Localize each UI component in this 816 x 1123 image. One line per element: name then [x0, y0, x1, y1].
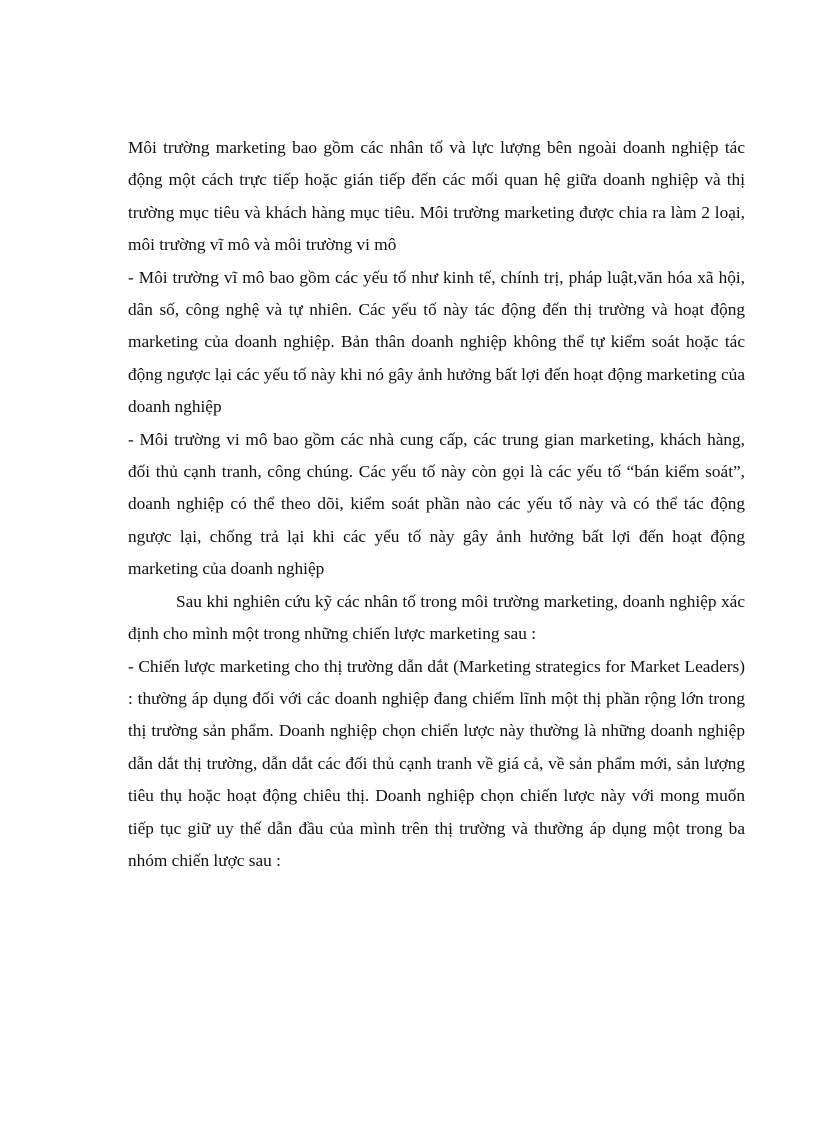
document-body — [128, 132, 745, 877]
paragraph-marketing-environment: Môi trường marketing bao gồm các nhân tố và lực lượng bên ngoài doanh nghiệp tác động một cách trực tiếp hoặc gián tiếp đến các mối quan hệ giữa doanh nghiệp và thị trường mục tiêu và khách hàng mục tiêu. Môi trường marketing được chia ra làm 2 loại, môi trường vĩ mô và môi trường vi mô — [128, 138, 745, 255]
paragraph-strategy-intro: Sau khi nghiên cứu kỹ các nhân tố trong môi trường marketing, doanh nghiệp xác định cho mình một trong những chiến lược marketing sau : — [128, 591, 745, 644]
paragraph-macro-environment: - Môi trường vĩ mô bao gồm các yếu tố như kinh tế, chính trị, pháp luật,văn hóa xã hội, dân số, công nghệ và tự nhiên. Các yếu tố này tác động đến thị trường và hoạt động marketing của doanh nghiệp. Bản thân doanh nghiệp không thể tự kiểm soát hoặc tác động ngược lại các yếu tố này khi nó gây ảnh hưởng bất lợi đến hoạt động marketing của doanh nghiệp — [128, 267, 745, 417]
paragraph-micro-environment: - Môi trường vi mô bao gồm các nhà cung cấp, các trung gian marketing, khách hàng, đối thủ cạnh tranh, công chúng. Các yếu tố này còn gọi là các yếu tố “bán kiểm soát”, doanh nghiệp có thể theo dõi, kiểm soát phần nào các yếu tố này và có thể tác động ngược lại, chống trả lại khi các yếu tố này gây ảnh hưởng bất lợi đến hoạt động marketing của doanh nghiệp — [128, 429, 745, 579]
paragraph-market-leader-strategy: - Chiến lược marketing cho thị trường dẫn dắt (Marketing strategics for Market Leaders) : thường áp dụng đối với các doanh nghiệp đang chiếm lĩnh một thị phần rộng lớn trong thị trường sản phẩm. Doanh nghiệp chọn chiến lược này thường là những doanh nghiệp dẫn dắt thị trường, dẫn dắt các đối thủ cạnh tranh về giá cả, về sản phẩm mới, sản lượng tiêu thụ hoặc hoạt động chiêu thị. Doanh nghiệp chọn chiến lược này với mong muốn tiếp tục giữ uy thế dẫn đầu của mình trên thị trường và thường áp dụng một trong ba nhóm chiến lược sau : — [128, 656, 745, 870]
